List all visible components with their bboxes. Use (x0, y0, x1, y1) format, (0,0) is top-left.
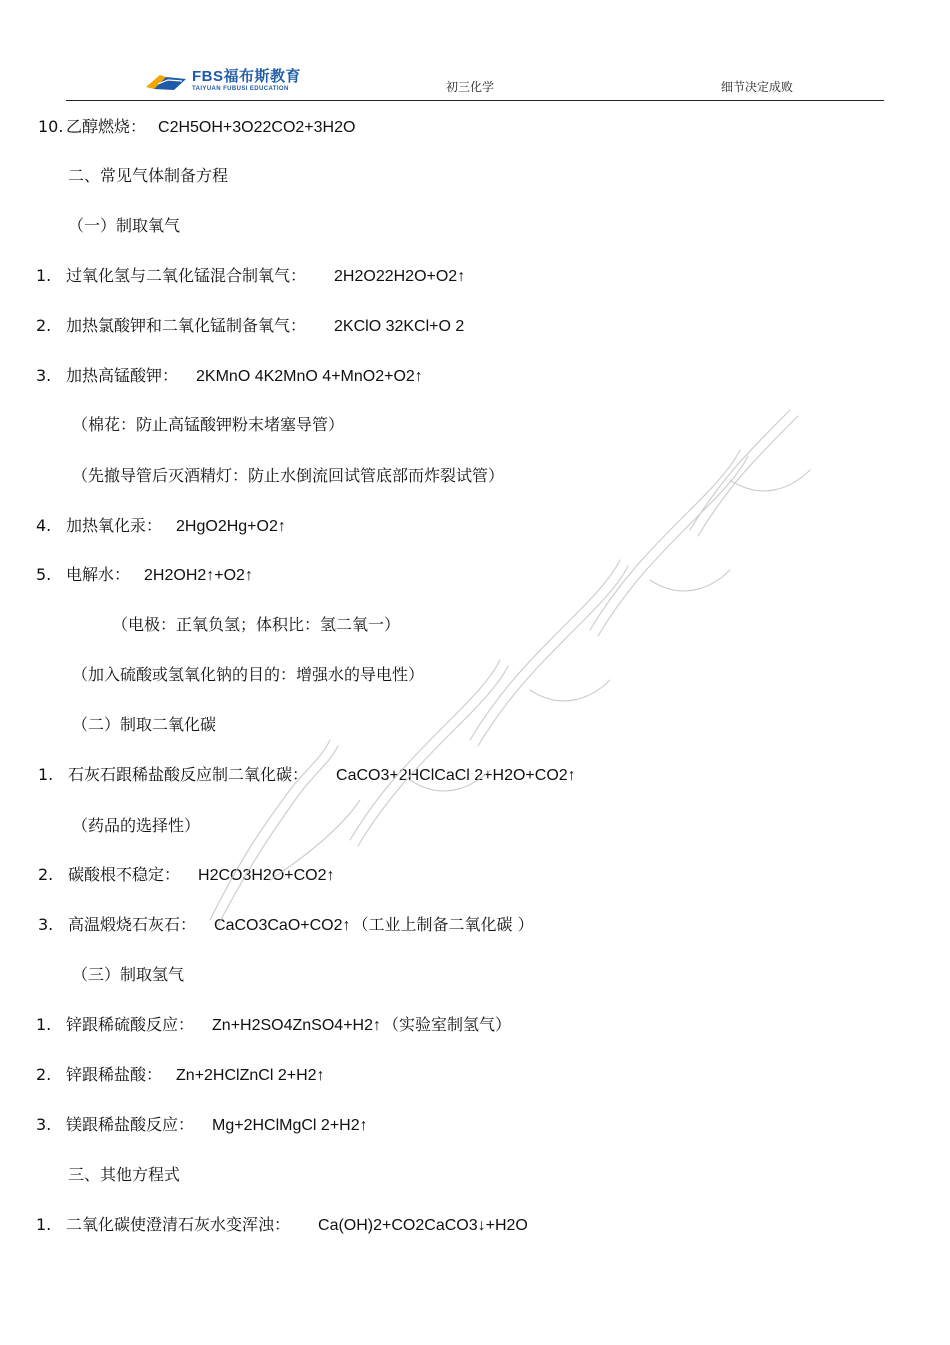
chemical-equation: Zn+2HClZnCl 2+H2↑ (176, 1067, 325, 1084)
item-label: 加热高锰酸钾： (66, 366, 179, 385)
subsection-heading: （二）制取二氧化碳 (72, 715, 217, 734)
item-label: 镁跟稀盐酸反应： (66, 1115, 195, 1134)
equation-line (36, 1114, 368, 1137)
item-label: 电解水： (66, 565, 131, 584)
chemical-equation: H2CO3H2O+CO2↑ (198, 867, 335, 884)
note-line: （药品的选择性） (72, 816, 201, 835)
chemical-equation: Ca(OH)2+CO2CaCO3↓+H2O (318, 1217, 528, 1234)
item-label: 高温煅烧石灰石： (68, 915, 197, 934)
note-line: （棉花：防止高锰酸钾粉末堵塞导管） (72, 415, 345, 434)
item-label: 二氧化碳使澄清石灰水变浑浊： (66, 1215, 291, 1234)
item-number: 1. (38, 765, 54, 784)
note-line: （加入硫酸或氢氧化钠的目的：增强水的导电性） (72, 665, 425, 684)
chemical-equation: 2KClO 32KCl+O 2 (334, 318, 465, 335)
chemical-equation: 2H2O22H2O+O2↑ (334, 268, 466, 285)
logo-title: FBS福布斯教育 (192, 67, 302, 85)
equation-line (36, 1014, 511, 1037)
equation-line (38, 914, 534, 937)
equation-line (36, 1064, 325, 1087)
item-number: 1. (36, 1015, 52, 1034)
equation-line (36, 365, 423, 388)
chemical-equation: CaCO3CaO+CO2↑ (214, 917, 351, 934)
note-line: （先撤导管后灭酒精灯：防止水倒流回试管底部而炸裂试管） (72, 466, 505, 485)
chemical-equation: 2HgO2Hg+O2↑ (176, 518, 286, 535)
item-number: 3. (36, 366, 52, 385)
header-motto: 细节决定成败 (721, 80, 794, 94)
item-label: 石灰石跟稀盐酸反应制二氧化碳： (68, 765, 309, 784)
equation-line (38, 764, 576, 787)
item-number: 5. (36, 565, 52, 584)
chemical-equation: 2KMnO 4K2MnO 4+MnO2+O2↑ (196, 368, 423, 385)
subsection-heading: （一）制取氧气 (68, 216, 181, 235)
item-number: 2. (38, 865, 54, 884)
note-line: （电极：正氧负氢；体积比：氢二氧一） (112, 615, 401, 634)
item-number: 10. (38, 117, 64, 136)
logo-subtitle: TAIYUAN FUBUSI EDUCATION (192, 85, 289, 92)
header-subject: 初三化学 (446, 80, 495, 94)
equation-line (38, 116, 355, 139)
item-label: 碳酸根不稳定： (68, 865, 181, 884)
item-number: 1. (36, 1215, 52, 1234)
item-label: 锌跟稀盐酸： (66, 1065, 163, 1084)
equation-line (36, 515, 286, 538)
equation-line (36, 315, 464, 338)
chemical-equation: Mg+2HClMgCl 2+H2↑ (212, 1117, 368, 1134)
chemical-equation: 2H2OH2↑+O2↑ (144, 567, 253, 584)
item-number: 3. (38, 915, 54, 934)
subsection-heading: （三）制取氢气 (72, 965, 185, 984)
item-label: 锌跟稀硫酸反应： (66, 1015, 195, 1034)
equation-line (36, 265, 465, 288)
item-label: 过氧化氢与二氧化锰混合制氧气： (66, 266, 307, 285)
equation-note: （工业上制备二氧化碳 ） (352, 915, 534, 934)
equation-note: （实验室制氢气） (382, 1015, 511, 1034)
section-heading: 二、常见气体制备方程 (68, 166, 229, 185)
item-label: 乙醇燃烧： (66, 117, 147, 136)
chemical-equation: Zn+H2SO4ZnSO4+H2↑ (212, 1017, 381, 1034)
equation-line (38, 864, 335, 887)
page-header (66, 62, 884, 101)
item-number: 3. (36, 1115, 52, 1134)
chemical-equation: CaCO3+2HClCaCl 2+H2O+CO2↑ (336, 767, 576, 784)
item-number: 4. (36, 516, 52, 535)
book-logo-icon (144, 69, 188, 91)
item-label: 加热氧化汞： (66, 516, 163, 535)
item-label: 加热氯酸钾和二氧化锰制备氧气： (66, 316, 307, 335)
equation-line (36, 1214, 528, 1237)
equation-line (36, 564, 253, 587)
item-number: 2. (36, 316, 52, 335)
section-heading: 三、其他方程式 (68, 1165, 181, 1184)
item-number: 1. (36, 266, 52, 285)
company-logo (144, 66, 301, 94)
item-number: 2. (36, 1065, 52, 1084)
chemical-equation: C2H5OH+3O22CO2+3H2O (158, 119, 356, 136)
